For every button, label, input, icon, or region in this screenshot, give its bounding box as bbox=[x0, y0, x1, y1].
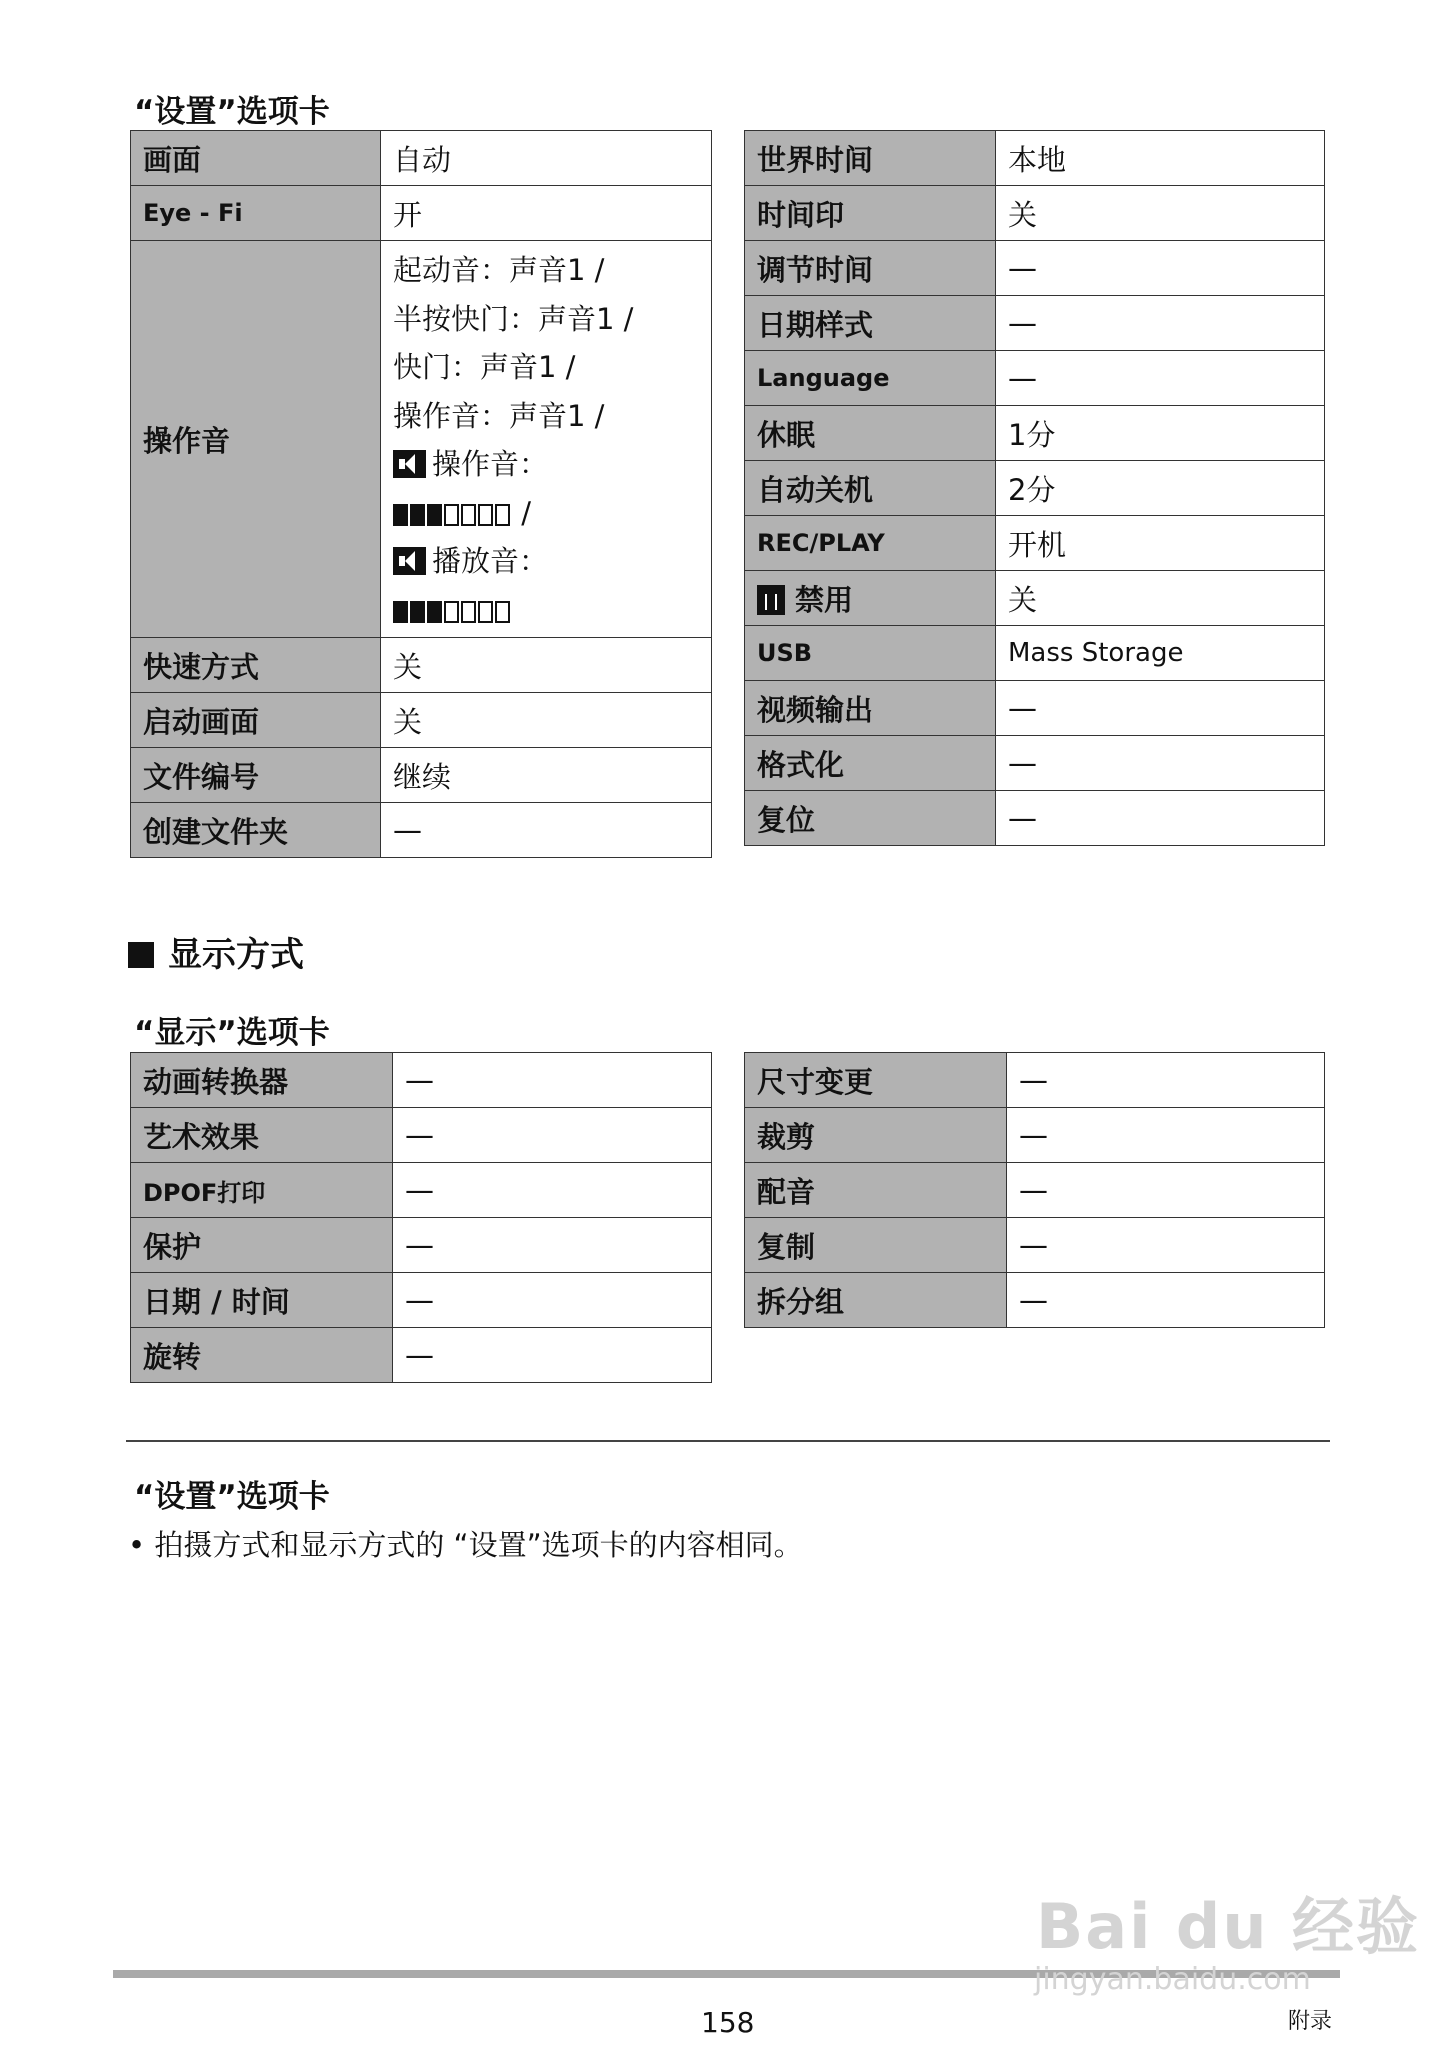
display-value: — bbox=[1007, 1273, 1325, 1328]
setting-value: 2分 bbox=[996, 461, 1325, 516]
table-row bbox=[131, 638, 712, 693]
disable-delete-key bbox=[745, 571, 996, 626]
table-row bbox=[131, 803, 712, 858]
setting-value: — bbox=[996, 351, 1325, 406]
setting-key: 快速方式 bbox=[131, 638, 381, 693]
volume-slash: / bbox=[521, 495, 531, 530]
setting-key: 调节时间 bbox=[745, 241, 996, 296]
table-row bbox=[131, 241, 712, 638]
volume-segment-filled bbox=[410, 601, 425, 623]
page-number: 158 bbox=[701, 2006, 755, 2039]
display-value: — bbox=[393, 1218, 712, 1273]
table-row bbox=[131, 748, 712, 803]
setup-tab-title-2: “设置”选项卡 bbox=[134, 1479, 330, 1515]
setting-key: 启动画面 bbox=[131, 693, 381, 748]
display-key: 旋转 bbox=[131, 1328, 393, 1383]
setting-key: 时间印 bbox=[745, 186, 996, 241]
setting-value: — bbox=[996, 296, 1325, 351]
op-sound-line: 操作音：声音1 / bbox=[393, 398, 605, 433]
volume-line bbox=[393, 489, 699, 538]
setting-key: 画面 bbox=[131, 131, 381, 186]
setting-key: 休眠 bbox=[745, 406, 996, 461]
volume-segment-empty bbox=[495, 601, 510, 623]
table-row bbox=[745, 791, 1325, 846]
table-row bbox=[131, 1328, 712, 1383]
display-key: 复制 bbox=[745, 1218, 1007, 1273]
volume-segment-filled bbox=[427, 504, 442, 526]
table-row bbox=[131, 1218, 712, 1273]
setting-value: 开 bbox=[381, 186, 712, 241]
watermark-logo: Bai du 经验 bbox=[1036, 1890, 1421, 1963]
note-text: • 拍摄方式和显示方式的 “设置”选项卡的内容相同。 bbox=[128, 1528, 803, 1562]
op-sound-line: 半按快门：声音1 / bbox=[393, 301, 634, 336]
table-row bbox=[745, 681, 1325, 736]
display-key: 拆分组 bbox=[745, 1273, 1007, 1328]
op-sound-label: 操作音： bbox=[432, 447, 549, 481]
display-value: — bbox=[1007, 1108, 1325, 1163]
display-key: 尺寸变更 bbox=[745, 1053, 1007, 1108]
display-value: — bbox=[393, 1108, 712, 1163]
display-value: — bbox=[1007, 1163, 1325, 1218]
speaker-icon bbox=[393, 547, 426, 575]
setting-value: 继续 bbox=[381, 748, 712, 803]
setting-value: 1分 bbox=[996, 406, 1325, 461]
setting-value: 关 bbox=[381, 638, 712, 693]
setting-key: 世界时间 bbox=[745, 131, 996, 186]
setting-value: 自动 bbox=[381, 131, 712, 186]
table-row bbox=[131, 186, 712, 241]
op-sound-line bbox=[393, 537, 699, 586]
display-value: — bbox=[393, 1273, 712, 1328]
volume-segment-empty bbox=[461, 601, 476, 623]
setting-key: 视频输出 bbox=[745, 681, 996, 736]
footer-label: 附录 bbox=[1288, 2009, 1333, 2034]
volume-line bbox=[393, 586, 699, 635]
table-row bbox=[131, 1053, 712, 1108]
setting-key: 创建文件夹 bbox=[131, 803, 381, 858]
table-row bbox=[745, 296, 1325, 351]
table-row bbox=[745, 736, 1325, 791]
setting-key: 禁用 bbox=[795, 582, 854, 617]
speaker-icon bbox=[393, 450, 426, 478]
op-sound-line: 起动音：声音1 / bbox=[393, 253, 605, 287]
display-key: 保护 bbox=[131, 1218, 393, 1273]
volume-bar bbox=[393, 496, 512, 530]
table-row bbox=[745, 186, 1325, 241]
volume-segment-filled bbox=[393, 504, 408, 526]
section-heading-text: 显示方式 bbox=[168, 935, 304, 975]
setting-value: — bbox=[381, 803, 712, 858]
display-value: — bbox=[393, 1163, 712, 1218]
volume-segment-empty bbox=[444, 601, 459, 623]
setting-value: Mass Storage bbox=[996, 626, 1325, 681]
setting-key: 日期样式 bbox=[745, 296, 996, 351]
setting-key: REC/PLAY bbox=[745, 516, 996, 571]
display-tab-title: “显示”选项卡 bbox=[134, 1015, 330, 1051]
setting-value: 关 bbox=[996, 186, 1325, 241]
square-bullet-icon bbox=[128, 942, 154, 968]
table-row bbox=[745, 1108, 1325, 1163]
volume-segment-empty bbox=[478, 601, 493, 623]
setting-value: — bbox=[996, 681, 1325, 736]
display-key: 艺术效果 bbox=[131, 1108, 393, 1163]
setup-tab-title: “设置”选项卡 bbox=[134, 94, 330, 130]
setting-value: 本地 bbox=[996, 131, 1325, 186]
trash-icon bbox=[757, 585, 785, 615]
table-row bbox=[131, 131, 712, 186]
setting-key: 文件编号 bbox=[131, 748, 381, 803]
setting-key: 格式化 bbox=[745, 736, 996, 791]
watermark-url: jingyan.baidu.com bbox=[1034, 1962, 1311, 1997]
display-mode-heading bbox=[128, 927, 304, 976]
setting-key: USB bbox=[745, 626, 996, 681]
table-row bbox=[745, 406, 1325, 461]
display-key: 动画转换器 bbox=[131, 1053, 393, 1108]
setting-key: Language bbox=[745, 351, 996, 406]
setting-value: — bbox=[996, 791, 1325, 846]
table-row bbox=[745, 131, 1325, 186]
table-row bbox=[745, 1053, 1325, 1108]
setting-key: Eye - Fi bbox=[131, 186, 381, 241]
volume-bar bbox=[393, 593, 512, 627]
op-sound-line: 快门：声音1 / bbox=[393, 350, 576, 384]
table-row bbox=[745, 461, 1325, 516]
volume-segment-empty bbox=[478, 504, 493, 526]
table-row bbox=[131, 1163, 712, 1218]
table-row bbox=[131, 1108, 712, 1163]
volume-segment-empty bbox=[461, 504, 476, 526]
volume-segment-filled bbox=[410, 504, 425, 526]
setting-key: 操作音 bbox=[131, 241, 381, 638]
setting-key: 复位 bbox=[745, 791, 996, 846]
display-key: DPOF打印 bbox=[131, 1163, 393, 1218]
display-value: — bbox=[393, 1053, 712, 1108]
display-right-table bbox=[744, 1052, 1325, 1328]
table-row bbox=[745, 1218, 1325, 1273]
setting-value: 开机 bbox=[996, 516, 1325, 571]
table-row bbox=[745, 1163, 1325, 1218]
op-sound-line bbox=[393, 440, 699, 489]
display-value: — bbox=[1007, 1053, 1325, 1108]
setting-value: 关 bbox=[381, 693, 712, 748]
display-value: — bbox=[393, 1328, 712, 1383]
table-row bbox=[745, 241, 1325, 296]
volume-segment-empty bbox=[495, 504, 510, 526]
table-row bbox=[745, 351, 1325, 406]
table-row bbox=[745, 571, 1325, 626]
settings-right-table bbox=[744, 130, 1325, 846]
table-row bbox=[745, 1273, 1325, 1328]
setting-key: 自动关机 bbox=[745, 461, 996, 516]
display-key: 配音 bbox=[745, 1163, 1007, 1218]
volume-segment-filled bbox=[427, 601, 442, 623]
table-row bbox=[745, 516, 1325, 571]
table-row bbox=[131, 693, 712, 748]
display-left-table bbox=[130, 1052, 712, 1383]
settings-left-table bbox=[130, 130, 712, 858]
volume-segment-filled bbox=[393, 601, 408, 623]
operation-sound-value bbox=[381, 241, 712, 638]
section-divider bbox=[126, 1440, 1330, 1442]
display-key: 裁剪 bbox=[745, 1108, 1007, 1163]
display-key: 日期 / 时间 bbox=[131, 1273, 393, 1328]
table-row bbox=[745, 626, 1325, 681]
volume-segment-empty bbox=[444, 504, 459, 526]
display-value: — bbox=[1007, 1218, 1325, 1273]
setting-value: — bbox=[996, 241, 1325, 296]
playback-sound-label: 播放音： bbox=[432, 544, 549, 578]
setting-value: 关 bbox=[996, 571, 1325, 626]
setting-value: — bbox=[996, 736, 1325, 791]
table-row bbox=[131, 1273, 712, 1328]
